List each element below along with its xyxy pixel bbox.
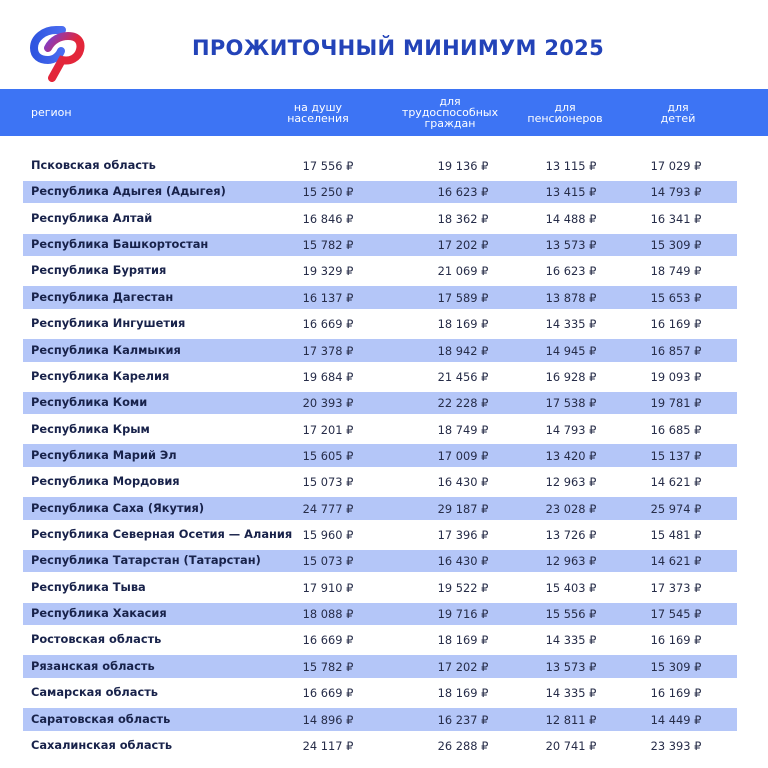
table-row	[23, 207, 737, 233]
pensioners-cell: 13 878 ₽	[545, 290, 597, 305]
pensioners-cell: 13 573 ₽	[545, 238, 597, 253]
region-cell: Ростовская область	[31, 632, 162, 647]
pensioners-cell: 20 741 ₽	[545, 738, 597, 753]
working-cell: 21 069 ₽	[437, 264, 489, 279]
per-capita-cell: 17 556 ₽	[302, 159, 354, 173]
region-cell: Республика Коми	[31, 395, 148, 410]
pensioners-cell: 14 488 ₽	[545, 211, 597, 226]
table-row	[23, 549, 737, 575]
per-capita-cell: 15 073 ₽	[302, 475, 354, 490]
per-capita-cell: 15 073 ₽	[302, 554, 354, 569]
table-row	[23, 576, 737, 602]
region-cell: Рязанская область	[31, 658, 155, 673]
pensioners-cell: 12 811 ₽	[545, 712, 597, 727]
table-row	[23, 259, 737, 285]
working-cell: 19 522 ₽	[437, 580, 489, 595]
per-capita-cell: 17 910 ₽	[302, 580, 354, 595]
region-cell: Республика Калмыкия	[31, 342, 181, 357]
working-cell: 22 228 ₽	[437, 396, 489, 411]
table-row	[23, 708, 737, 734]
children-cell: 23 393 ₽	[650, 738, 702, 753]
children-cell: 14 621 ₽	[650, 475, 702, 490]
region-cell: Республика Адыгея (Адыгея)	[31, 184, 226, 199]
region-cell: Республика Тыва	[31, 579, 146, 594]
children-cell: 16 685 ₽	[650, 422, 702, 437]
per-capita-cell: 15 782 ₽	[302, 238, 354, 253]
table-row	[23, 339, 737, 365]
table-row	[23, 286, 737, 312]
children-cell: 15 137 ₽	[650, 448, 702, 463]
children-cell: 14 449 ₽	[650, 712, 702, 727]
children-cell: 15 653 ₽	[650, 290, 702, 305]
children-cell: 16 169 ₽	[650, 317, 702, 332]
per-capita-cell: 17 201 ₽	[302, 422, 354, 437]
children-cell: 14 793 ₽	[650, 185, 702, 200]
region-cell: Республика Алтай	[31, 210, 153, 225]
region-cell: Республика Татарстан (Татарстан)	[31, 553, 261, 568]
per-capita-cell: 19 684 ₽	[302, 369, 354, 384]
table-row	[23, 154, 737, 180]
region-cell: Псковская область	[31, 158, 156, 172]
pensioners-cell: 13 115 ₽	[545, 159, 597, 173]
table-row	[23, 628, 737, 654]
pensioners-cell: 14 335 ₽	[545, 317, 597, 332]
region-cell: Республика Башкортостан	[31, 237, 209, 252]
per-capita-cell: 16 669 ₽	[302, 633, 354, 648]
table-row	[23, 180, 737, 206]
working-cell: 18 169 ₽	[437, 686, 489, 701]
working-cell: 16 237 ₽	[437, 712, 489, 727]
children-cell: 15 309 ₽	[650, 659, 702, 674]
table-row	[23, 312, 737, 338]
per-capita-cell: 20 393 ₽	[302, 396, 354, 411]
pensioners-cell: 16 623 ₽	[545, 264, 597, 279]
working-cell: 26 288 ₽	[437, 738, 489, 753]
children-cell: 18 749 ₽	[650, 264, 702, 279]
pensioners-cell: 14 793 ₽	[545, 422, 597, 437]
table-row	[23, 365, 737, 391]
working-cell: 29 187 ₽	[437, 501, 489, 516]
working-cell: 18 169 ₽	[437, 317, 489, 332]
region-cell: Республика Северная Осетия — Алания	[31, 527, 293, 542]
children-cell: 17 029 ₽	[650, 159, 702, 173]
children-cell: 16 857 ₽	[650, 343, 702, 358]
per-capita-cell: 15 782 ₽	[302, 659, 354, 674]
working-cell: 17 202 ₽	[437, 238, 489, 253]
working-cell: 18 942 ₽	[437, 343, 489, 358]
region-cell: Республика Мордовия	[31, 474, 180, 489]
column-header-pensioners: для пенсионеров	[527, 100, 603, 125]
table-row	[23, 681, 737, 707]
page-title: ПРОЖИТОЧНЫЙ МИНИМУМ 2025	[191, 36, 605, 60]
children-cell: 14 621 ₽	[650, 554, 702, 569]
per-capita-cell: 16 669 ₽	[302, 317, 354, 332]
working-cell: 17 589 ₽	[437, 290, 489, 305]
region-cell: Республика Хакасия	[31, 606, 167, 621]
working-cell: 16 430 ₽	[437, 554, 489, 569]
children-cell: 15 309 ₽	[650, 238, 702, 253]
pensioners-cell: 16 928 ₽	[545, 369, 597, 384]
table-row	[23, 418, 737, 444]
working-cell: 19 136 ₽	[437, 159, 489, 173]
pensioners-cell: 12 963 ₽	[545, 475, 597, 490]
column-header-region: регион	[31, 106, 72, 119]
per-capita-cell: 15 250 ₽	[302, 185, 354, 200]
pensioners-cell: 13 726 ₽	[545, 528, 597, 543]
children-cell: 19 781 ₽	[650, 396, 702, 411]
children-cell: 25 974 ₽	[650, 501, 702, 516]
per-capita-cell: 15 960 ₽	[302, 528, 354, 543]
working-cell: 18 169 ₽	[437, 633, 489, 648]
per-capita-cell: 24 777 ₽	[302, 501, 354, 516]
children-cell: 15 481 ₽	[650, 528, 702, 543]
working-cell: 17 009 ₽	[437, 448, 489, 463]
region-cell: Республика Крым	[31, 421, 150, 436]
table-row	[23, 734, 737, 760]
per-capita-cell: 17 378 ₽	[302, 343, 354, 358]
pensioners-cell: 17 538 ₽	[545, 396, 597, 411]
pensioners-cell: 13 573 ₽	[545, 659, 597, 674]
column-header-children: для детей	[660, 100, 696, 125]
table-header	[0, 89, 768, 136]
children-cell: 17 373 ₽	[650, 580, 702, 595]
table-row	[23, 233, 737, 259]
region-cell: Республика Бурятия	[31, 263, 167, 278]
working-cell: 19 716 ₽	[437, 607, 489, 622]
region-cell: Республика Ингушетия	[31, 316, 186, 331]
working-cell: 18 749 ₽	[437, 422, 489, 437]
working-cell: 16 430 ₽	[437, 475, 489, 490]
children-cell: 17 545 ₽	[650, 607, 702, 622]
table-row	[23, 444, 737, 470]
pensioners-cell: 14 335 ₽	[545, 633, 597, 648]
children-cell: 16 169 ₽	[650, 633, 702, 648]
region-cell: Республика Дагестан	[31, 289, 174, 304]
children-cell: 19 093 ₽	[650, 369, 702, 384]
per-capita-cell: 16 669 ₽	[302, 686, 354, 701]
working-cell: 18 362 ₽	[437, 211, 489, 226]
per-capita-cell: 14 896 ₽	[302, 712, 354, 727]
table-row	[23, 655, 737, 681]
region-cell: Республика Марий Эл	[31, 447, 177, 462]
working-cell: 21 456 ₽	[437, 369, 489, 384]
table-row	[23, 497, 737, 523]
pensioners-cell: 23 028 ₽	[545, 501, 597, 516]
column-header-working: для трудоспособных граждан	[401, 95, 499, 130]
pensioners-cell: 13 415 ₽	[545, 185, 597, 200]
table-row	[23, 602, 737, 628]
pensioners-cell: 15 403 ₽	[545, 580, 597, 595]
children-cell: 16 169 ₽	[650, 686, 702, 701]
table-row	[23, 523, 737, 549]
region-cell: Сахалинская область	[31, 737, 173, 752]
pensioners-cell: 14 335 ₽	[545, 686, 597, 701]
per-capita-cell: 19 329 ₽	[302, 264, 354, 279]
per-capita-cell: 16 137 ₽	[302, 290, 354, 305]
per-capita-cell: 24 117 ₽	[302, 738, 354, 753]
per-capita-cell: 16 846 ₽	[302, 211, 354, 226]
children-cell: 16 341 ₽	[650, 211, 702, 226]
per-capita-cell: 18 088 ₽	[302, 607, 354, 622]
working-cell: 16 623 ₽	[437, 185, 489, 200]
pensioners-cell: 15 556 ₽	[545, 607, 597, 622]
per-capita-cell: 15 605 ₽	[302, 448, 354, 463]
region-cell: Саратовская область	[31, 711, 171, 726]
table-row	[23, 470, 737, 496]
table-row	[23, 391, 737, 417]
pensioners-cell: 12 963 ₽	[545, 554, 597, 569]
pensioners-cell: 13 420 ₽	[545, 448, 597, 463]
working-cell: 17 202 ₽	[437, 659, 489, 674]
pensioners-cell: 14 945 ₽	[545, 343, 597, 358]
column-header-per-capita: на душу населения	[287, 100, 349, 125]
region-cell: Самарская область	[31, 685, 159, 700]
region-cell: Республика Саха (Якутия)	[31, 500, 205, 515]
region-cell: Республика Карелия	[31, 368, 170, 383]
table-body	[23, 154, 737, 760]
working-cell: 17 396 ₽	[437, 528, 489, 543]
